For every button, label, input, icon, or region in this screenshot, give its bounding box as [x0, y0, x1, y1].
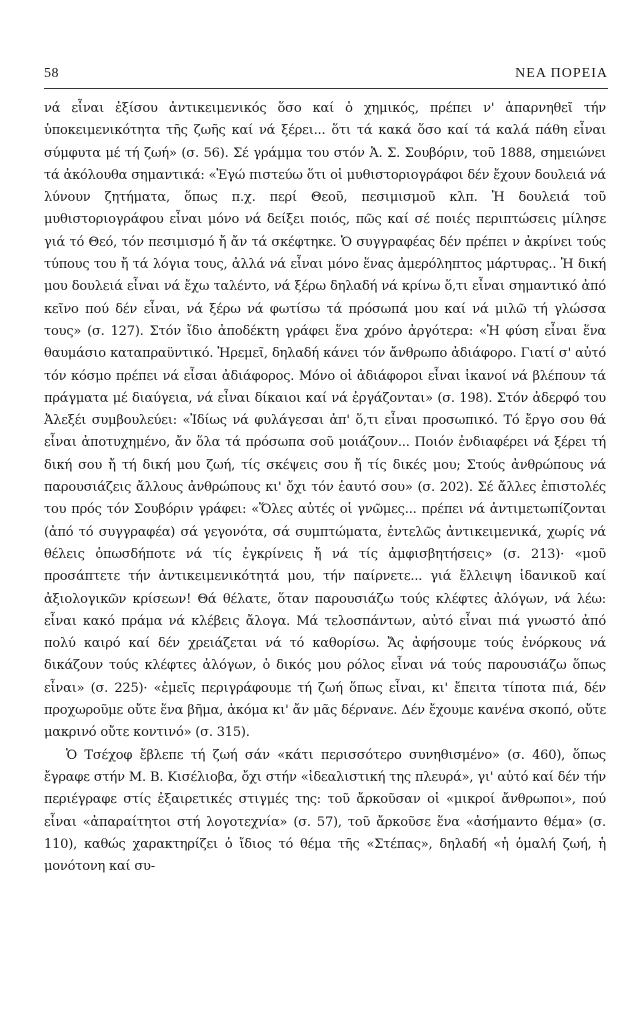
- paragraph: νά εἶναι ἐξίσου ἀντικειμενικός ὅσο καί ὁ χημικός, πρέπει ν' ἀπαρνηθεῖ τήν ὑποκειμενικότητα τῆς ζωῆς καί νά ξέρει... ὅτι τά κακά ὅσο καί τά καλά πάθη εἶναι σύμφυτα μέ τή ζωή» (σ. 56). Σέ γράμμα του στόν Ἀ. Σ. Σουβόριν, τοῦ 1888, σημειώνει τά ἀκόλουθα σημαντικά: «Ἐγώ πιστεύω ὅτι οἱ μυθιστοριογράφοι δέν ἔχουν δουλειά νά λύνουν ζητήματα, ὅπως π.χ. περί Θεοῦ, πεσιμισμοῦ κλπ. Ἡ δουλειά τοῦ μυθιστοριογράφου εἶναι μόνο νά δείξει ποιός, πῶς καί σέ ποιές περιπτώσεις μίλησε γιά τό Θεό, τόν πεσιμισμό ἤ ἄν τά σκέφτηκε. Ὁ συγγραφέας δέν πρέπει ν ἀκρίνει τούς τύπους του ἤ τά λόγια τους, ἀλλά νά εἶναι μόνο ἕνας ἀμερόληπτος μάρτυρας.. Ἡ δική μου δουλειά εἶναι νά ἔχω ταλέντο, νά ξέρω δηλαδή νά κρίνω ὅ,τι εἶναι σημαντικό ἀπό κεῖνο πού δέν εἶναι, νά ξέρω νά φωτίσω τά πρόσωπά μου καί νά μιλῶ τή γλώσσα τους» (σ. 127). Στόν ἴδιο ἀποδέκτη γράφει ἕνα χρόνο ἀργότερα: «Ἡ φύση εἶναι ἕνα θαυμάσιο καταπραϋντικό. Ἠρεμεῖ, δηλαδή κάνει τόν ἄνθρωπο ἀδιάφορο. Γιατί σ' αὐτό τόν κόσμο πρέπει νά εἶσαι ἀδιάφορος. Μόνο οἱ ἀδιάφοροι εἶναι ἱκανοί νά βλέπουν τά πράγματα μέ διαύγεια, νά εἶναι δίκαιοι καί νά ἐργάζονται» (σ. 198). Στόν ἀδερφό του Ἀλεξέι συμβουλεύει: «Ἰδίως νά φυλάγεσαι ἀπ' ὅ,τι εἶναι προσωπικό. Τό ἔργο σου θά εἶναι ἀποτυχημένο, ἄν ὅλα τά πρόσωπα σοῦ μοιάζουν... Ποιόν ἐνδιαφέρει νά ξέρει τή δική σου ἤ τή δική μου ζωή, τίς σκέψεις σου ἤ τίς δικές μου; Στούς ἀνθρώπους νά παρουσιάζεις ἄλλους ἀνθρώπους κι' ὄχι τόν ἑαυτό σου» (σ. 202). Σέ ἄλλες ἐπιστολές του πρός τόν Σουβόριν γράφει: «Ὅλες αὐτές οἱ γνῶμες... πρέπει νά ἀντιμετωπίζονται (ἀπό τό συγγραφέα) σά γεγονότα, σά συμπτώματα, ἐντελῶς ἀντικειμενικά, χωρίς νά θέλεις ὁπωσδήποτε νά τίς ἐγκρίνεις ἤ νά τίς ἀμφισβητήσεις» (σ. 213)· «μοῦ προσάπτετε τήν ἀντικειμενικότητά μου, τήν παίρνετε... γιά ἔλλειψη ἰδανικοῦ καί ἀξιολογικῶν κρίσεων! Θά θέλατε, ὅταν παρουσιάζω τούς κλέφτες ἀλόγων, νά λέω: εἶναι κακό πράμα νά κλέβεις ἄλογα. Μά τελοσπάντων, αὐτό εἶναι πιά γνωστό ἀπό πολύ καιρό καί δέν χρειάζεται νά τό καθορίσω. Ἄς ἀφήσουμε τούς ἐνόρκους νά δικάζουν τούς κλέφτες ἀλόγων, ὁ δικός μου ρόλος εἶναι νά τούς παρουσιάζω ὅπως εἶναι» (σ. 225)· «ἐμεῖς περιγράφουμε τή ζωή ὅπως εἶναι, κι' ἔπειτα τίποτα πιά, δέν προχωροῦμε οὔτε ἕνα βῆμα, ἀκόμα κι' ἄν μᾶς δέρνανε. Δέν ἔχουμε κανένα σκοπό, οὔτε μακρινό οὔτε κοντινό» (σ. 315).: [44, 101, 606, 741]
- page-header: [44, 64, 608, 89]
- running-title: ΝΕΑ ΠΟΡΕΙΑ: [515, 66, 608, 81]
- article-body: [44, 98, 606, 878]
- paragraph: Ὁ Τσέχοφ ἔβλεπε τή ζωή σάν «κάτι περισσότερο συνηθισμένο» (σ. 460), ὅπως ἔγραφε στήν Μ. Β. Κισέλιοβα, ὄχι στήν «ἰδεαλιστική της πλευρά», γι' αὐτό καί δέν τήν περιέγραφε στίς ἐξαιρετικές στιγμές της: τοῦ ἄρκοῦσαν οἱ «μικροί ἄνθρωποι», πού εἶναι «ἀπαραίτητοι στή λογοτεχνία» (σ. 57), τοῦ ἄρκοῦσε ἕνα «ἀσήμαντο θέμα» (σ. 110), καθώς χαρακτηρίζει ὁ ἴδιος τό θέμα τῆς «Στέπας», δηλαδή «ἡ ὁμαλή ζωή, ἡ μονότονη καί συ-: [44, 747, 606, 875]
- page-number: 58: [44, 66, 59, 81]
